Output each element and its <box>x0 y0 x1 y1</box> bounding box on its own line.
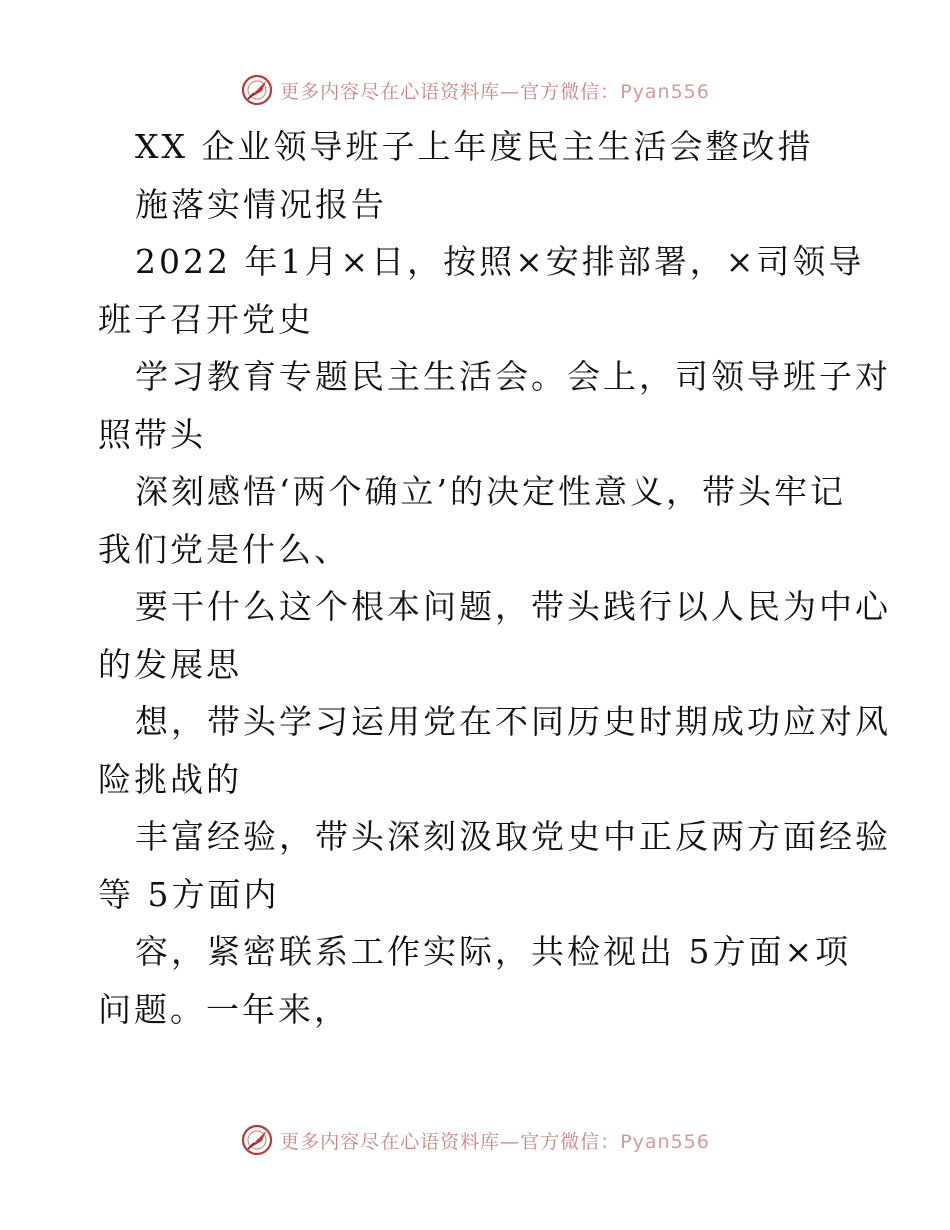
document-body <box>98 118 891 1038</box>
footer-banner-separator: — <box>500 1130 521 1153</box>
paragraph-line: 深刻感悟‘两个确立’的决定性意义，带头牢记 <box>135 472 846 511</box>
footer-banner-slogan: 更多内容尽在心语资料库 <box>280 1130 501 1153</box>
footer-banner <box>0 1120 950 1160</box>
paragraph-line: 的发展思 <box>98 644 242 684</box>
paragraph-line: 2022 年1月×日，按照×安排部署，×司领导 <box>135 242 865 281</box>
quill-logo-icon <box>240 1123 274 1157</box>
paragraph-line: 想，带头学习运用党在不同历史时期成功应对风 <box>135 702 891 741</box>
paragraph-line: 容，紧密联系工作实际，共检视出 5方面×项 <box>135 932 852 971</box>
quill-logo-icon <box>240 73 274 107</box>
footer-banner-text <box>280 1127 710 1154</box>
header-banner-slogan: 更多内容尽在心语资料库 <box>280 80 501 103</box>
header-banner <box>0 70 950 110</box>
paragraph-line: 问题。一年来， <box>98 989 350 1029</box>
paragraph-line: 照带头 <box>98 414 206 454</box>
paragraph-line: 班子召开党史 <box>98 299 314 339</box>
paragraph-line: 等 5方面内 <box>98 874 280 914</box>
paragraph-line: 学习教育专题民主生活会。会上，司领导班子对 <box>135 357 891 396</box>
paragraph-line: 险挑战的 <box>98 759 242 799</box>
header-banner-text <box>280 77 710 104</box>
header-banner-account: Pyan556 <box>620 80 710 103</box>
paragraph-line: 我们党是什么、 <box>98 529 350 569</box>
footer-banner-account: Pyan556 <box>620 1130 710 1153</box>
header-banner-separator: — <box>500 80 521 103</box>
paragraph-line: 要干什么这个根本问题，带头践行以人民为中心 <box>135 587 891 626</box>
footer-banner-contact: 官方微信： <box>520 1130 621 1153</box>
header-banner-contact: 官方微信： <box>520 80 621 103</box>
paragraph-line: 丰富经验，带头深刻汲取党史中正反两方面经验 <box>135 817 891 856</box>
document-title-line-1: XX 企业领导班子上年度民主生活会整改措 <box>135 127 814 166</box>
document-title-line-2: 施落实情况报告 <box>135 184 387 224</box>
